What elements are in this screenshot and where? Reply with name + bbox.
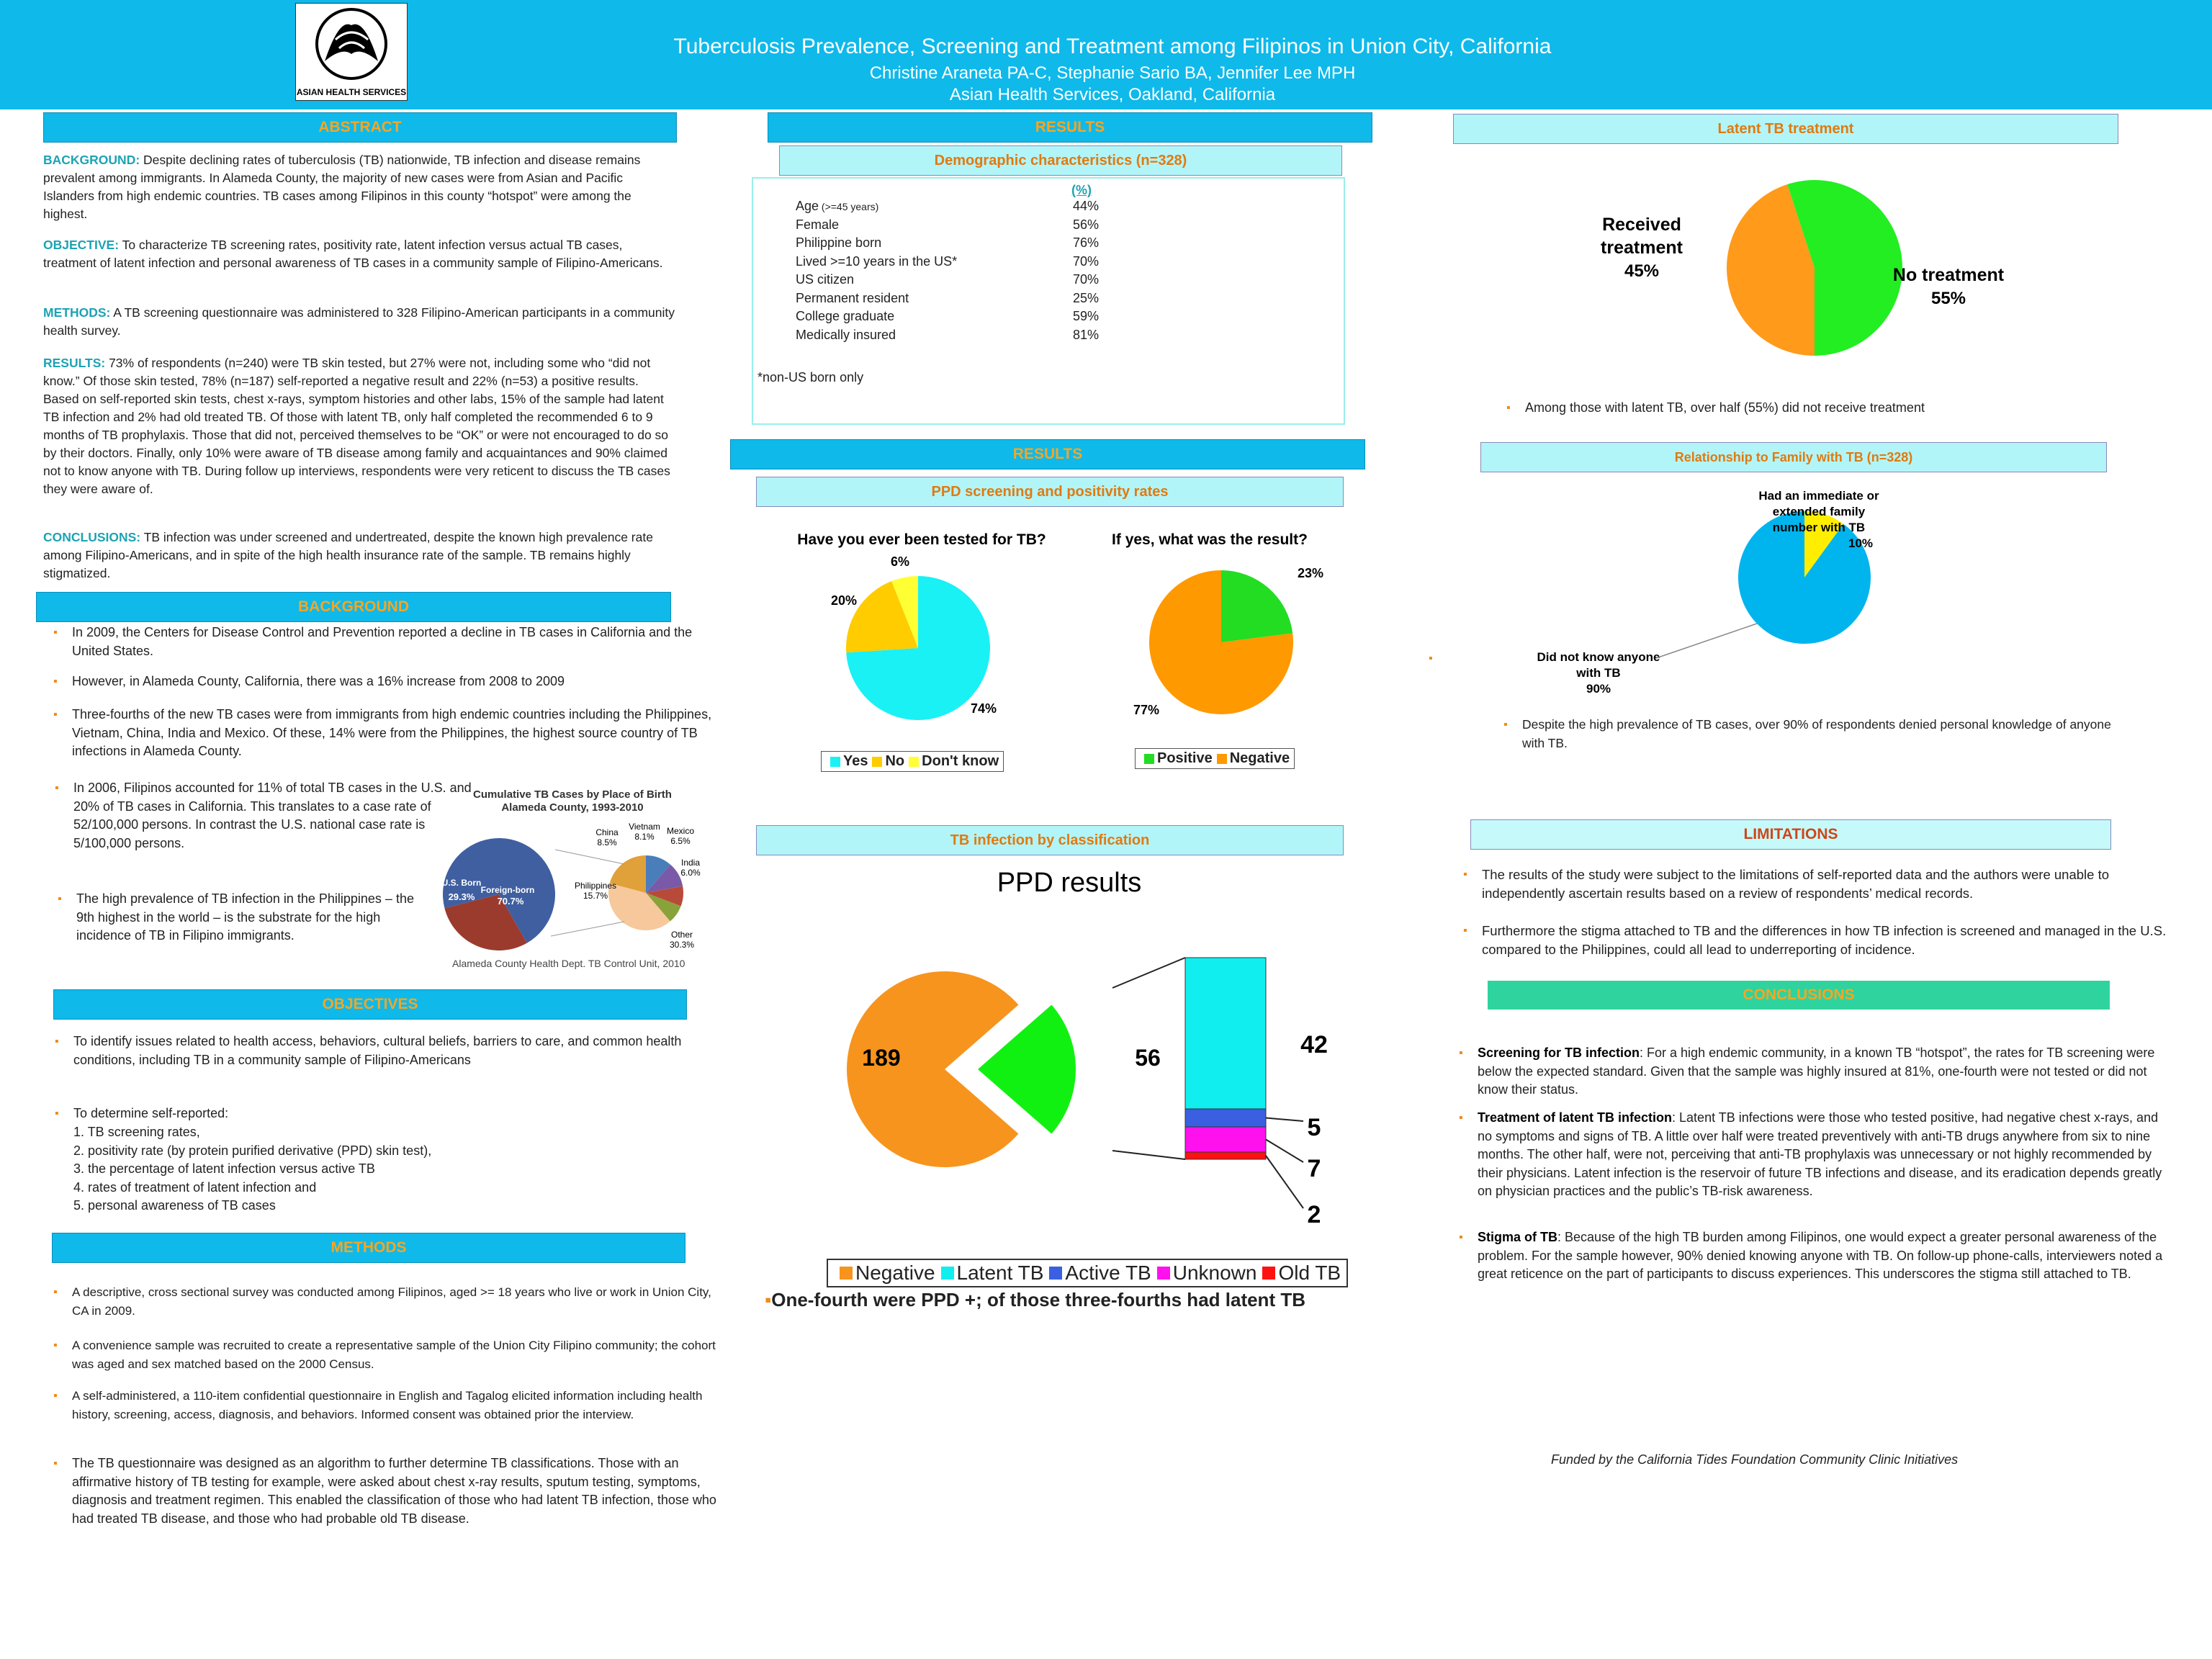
family-value-had: 10% — [1848, 536, 1874, 550]
demographics-row-value: 25% — [1073, 290, 1100, 305]
demographics-row-label: Philippine born — [796, 235, 882, 250]
ppd-legend-swatch-2 — [1049, 1267, 1062, 1280]
ppd-bar-leader-1 — [1266, 1118, 1303, 1122]
poster-affiliation: Asian Health Services, Oakland, California — [949, 85, 1276, 104]
ppd-heading: PPD screening and positivity rates — [756, 477, 1344, 507]
family-label-none-1: with TB — [1576, 666, 1621, 680]
alameda-sub-value-0: 8.5% — [597, 837, 617, 848]
conclusion-1-text: : For a high endemic community, in a known TB “hotspot”, the rates for TB screening were below the expected standard. Given that the sample was highly insured at 81%, one-fourth were not tested or did not know their status. — [1478, 1046, 2155, 1097]
ppd-legend-label-3: Unknown — [1172, 1262, 1257, 1284]
ppd-results-chart — [828, 857, 1390, 1253]
logo-emblem-icon — [296, 4, 407, 83]
funding-note: Funded by the California Tides Foundation Community Clinic Initiatives — [1551, 1452, 1959, 1467]
latent-label-received-1: Received — [1602, 215, 1681, 235]
abstract-methods — [43, 304, 677, 340]
demographics-row-value: 76% — [1073, 235, 1100, 250]
limitations-bullet-1: ▪ The results of the study were subject to the limitations of self-reported data and the authors were unable to independently ascertain results based on a review of respondents’ medical records. — [1462, 866, 2180, 902]
ppd-caption — [765, 1289, 1305, 1311]
stray-bullet-icon: ▪ — [1429, 652, 1433, 665]
tested-pie-chart — [763, 526, 1066, 763]
background-heading: BACKGROUND — [36, 592, 671, 622]
tested-legend-swatch-0 — [830, 757, 840, 767]
alameda-value-us: 29.3% — [448, 891, 475, 902]
classification-heading: TB infection by classification — [756, 825, 1344, 855]
demographics-row-value: 70% — [1073, 253, 1100, 269]
tested-legend-label-2: Don't know — [922, 753, 999, 769]
ppd-bar-value-1: 5 — [1307, 1114, 1321, 1141]
alameda-label-foreign: Foreign-born — [480, 885, 535, 895]
ppd-legend-label-4: Old TB — [1278, 1262, 1341, 1284]
asian-health-services-logo — [295, 3, 408, 101]
methods-bullet-4: ▪ The TB questionnaire was designed as an algorithm to further determine TB classifications. Those with an affirmative history of TB testing for example, were asked about chest x-ray results, sputum testing, symptoms, diagnosis and treatment regimen. This enabled the classification of those who had latent TB infection, those who had treated TB disease, and those who had probable old TB disease. — [52, 1455, 720, 1528]
conclusion-2-text: : Latent TB infections were those who tested positive, had negative chest x-rays, and no symptoms and signs of TB. A little over half were treated preventively with anti-TB drugs anywhere from six to nine months. The other half, were not, perceiving that anti-TB prophylaxis was unnecessary or not highly recommended by their physicians. Latent infection is the reservoir of future TB infections and disease, and its eradication depends greatly on physician practices and the public’s TB-risk awareness. — [1478, 1110, 2162, 1198]
alameda-sub-label-5: Philippines — [574, 881, 617, 891]
tested-legend — [821, 751, 1004, 772]
demographics-note: *non-US born only — [757, 370, 864, 385]
alameda-sub-value-2: 6.5% — [670, 836, 691, 846]
abstract-heading: ABSTRACT — [43, 112, 677, 143]
demographics-row-value: 70% — [1073, 272, 1100, 287]
demographics-row — [796, 254, 1156, 273]
result-legend — [1135, 748, 1295, 769]
alameda-sub-value-4: 30.3% — [669, 940, 695, 950]
demographics-row-label: Medically insured — [796, 327, 896, 342]
tested-value-no: 20% — [830, 593, 858, 608]
family-label-had-2: number with TB — [1772, 521, 1866, 534]
latent-value-none: 55% — [1930, 289, 1966, 308]
alameda-connector-1 — [555, 850, 624, 864]
latent-label-none: No treatment — [1892, 265, 2005, 285]
abstract-methods-text: A TB screening questionnaire was administered to 328 Filipino-American participants in a community health survey. — [43, 305, 675, 338]
result-chart-title: If yes, what was the result? — [1112, 531, 1308, 548]
demographics-row — [796, 199, 1156, 217]
ppd-bar-segment-3 — [1185, 1152, 1266, 1159]
abstract-background — [43, 151, 677, 223]
result-legend-label-0: Positive — [1157, 750, 1213, 766]
ppd-legend-swatch-0 — [840, 1267, 853, 1280]
tested-value-dontknow: 6% — [890, 554, 910, 569]
conclusion-3 — [1457, 1228, 2169, 1284]
tested-legend-label-0: Yes — [843, 753, 868, 769]
latent-treatment-chart — [1599, 158, 2045, 374]
result-slice-0 — [1221, 570, 1292, 642]
poster-authors: Christine Araneta PA-C, Stephanie Sario BA, Jennifer Lee MPH — [869, 63, 1356, 83]
objectives-item-3: 3. the percentage of latent infection versus active TB — [73, 1161, 375, 1176]
demographics-row — [796, 272, 1156, 291]
tested-legend-swatch-1 — [872, 757, 882, 767]
logo-text: ASIAN HEALTH SERVICES — [296, 87, 407, 97]
ppd-bar-value-3: 2 — [1307, 1201, 1321, 1228]
demographics-row-label: US citizen — [796, 272, 855, 287]
demographics-row-label: College graduate — [796, 309, 895, 323]
ppd-value-positive: 56 — [1135, 1045, 1161, 1071]
abstract-objective-label: OBJECTIVE: — [43, 238, 120, 252]
background-bullet-2: ▪ However, in Alameda County, California, there was a 16% increase from 2008 to 2009 — [52, 673, 713, 691]
demographics-row — [796, 328, 1156, 346]
ppd-legend-swatch-3 — [1157, 1267, 1170, 1280]
ppd-connector-top — [1112, 958, 1185, 988]
abstract-objective — [43, 236, 677, 272]
family-label-none-0: Did not know anyone — [1537, 650, 1660, 664]
latent-label-received-2: treatment — [1601, 238, 1683, 258]
alameda-sub-label-4: Other — [670, 930, 693, 940]
alameda-sub-value-5: 15.7% — [583, 891, 608, 901]
background-bullet-3: ▪ Three-fourths of the new TB cases were from immigrants from high endemic countries including the Philippines, Vietnam, China, India and Mexico. Of these, 14% were from the Philippines, the highest source country of TB infections in Alameda County. — [52, 706, 713, 761]
abstract-conclusions-label: CONCLUSIONS: — [43, 530, 141, 544]
conclusion-1-label: Screening for TB infection — [1478, 1046, 1640, 1060]
demographics-row-label: Permanent resident — [796, 290, 909, 305]
objectives-item-4: 4. rates of treatment of latent infection and — [73, 1179, 317, 1195]
abstract-conclusions — [43, 529, 677, 583]
ppd-legend-swatch-4 — [1262, 1267, 1275, 1280]
ppd-bar-segment-2 — [1185, 1127, 1266, 1152]
alameda-sub-label-2: Mexico — [666, 826, 695, 836]
alameda-connector-2 — [551, 922, 624, 936]
demographics-rows — [796, 199, 1156, 346]
objectives-item-2: 2. positivity rate (by protein purified derivative (PPD) skin test), — [73, 1143, 432, 1158]
latent-note: ▪ Among those with latent TB, over half (55%) did not receive treatment — [1505, 399, 2159, 418]
ppd-bar-value-2: 7 — [1307, 1155, 1321, 1182]
ppd-bar-segment-0 — [1185, 958, 1266, 1109]
demographics-heading: Demographic characteristics (n=328) — [779, 145, 1342, 176]
alameda-sub-label-0: China — [595, 827, 619, 837]
abstract-methods-label: METHODS: — [43, 305, 111, 320]
abstract-background-text: Despite declining rates of tuberculosis (TB) nationwide, TB infection and disease remains prevalent among immigrants. In Alameda County, the majority of new cases were from Asian and Pacific Islanders from high endemic countries. TB cases among Filipinos in this county “hotspot” were among the highest. — [43, 153, 641, 221]
results-heading: RESULTS — [768, 112, 1372, 143]
demographics-row-label: Age — [796, 199, 819, 213]
limitations-heading: LIMITATIONS — [1470, 819, 2111, 850]
objectives-heading: OBJECTIVES — [53, 989, 687, 1020]
objectives-item-5: 5. personal awareness of TB cases — [73, 1198, 276, 1213]
family-label-had-0: Had an immediate or — [1758, 489, 1879, 503]
alameda-sub-label-3: India — [680, 858, 701, 868]
tested-chart-title: Have you ever been tested for TB? — [797, 531, 1046, 548]
demographics-row — [796, 235, 1156, 254]
abstract-results — [43, 354, 677, 498]
result-value-positive: 23% — [1297, 566, 1324, 580]
family-note: ▪ Despite the high prevalence of TB cases, over 90% of respondents denied personal knowledge of anyone with TB. — [1502, 716, 2113, 752]
conclusion-1 — [1457, 1044, 2169, 1100]
demographics-row — [796, 309, 1156, 328]
ppd-bar-leader-2 — [1266, 1140, 1303, 1163]
objectives-list — [73, 1123, 664, 1215]
demographics-row — [796, 217, 1156, 236]
latent-heading: Latent TB treatment — [1453, 114, 2118, 144]
background-bullet-4: ▪ In 2006, Filipinos accounted for 11% of total TB cases in the U.S. and 20% of TB cases in California. This translates to a case rate of 52/100,000 persons. In contrast the U.S. national case rate is 5/100,000 persons. — [53, 779, 477, 853]
ppd-legend-label-0: Negative — [855, 1262, 935, 1284]
demographics-row-label: Female — [796, 217, 840, 232]
tested-legend-swatch-2 — [909, 757, 919, 767]
abstract-objective-text: To characterize TB screening rates, positivity rate, latent infection versus actual TB cases, treatment of latent infection and personal awareness of TB cases in a community sample of Filipino-Americans. — [43, 238, 663, 270]
ppd-connector-bottom — [1112, 1151, 1185, 1159]
ppd-bar-leader-3 — [1266, 1156, 1303, 1208]
ppd-value-negative: 189 — [862, 1045, 901, 1071]
family-label-had-1: extended family — [1772, 505, 1866, 518]
conclusion-2-label: Treatment of latent TB infection — [1478, 1110, 1673, 1125]
result-legend-swatch-0 — [1144, 754, 1154, 764]
methods-bullet-2: ▪ A convenience sample was recruited to create a representative sample of the Union City Filipino community; the cohort was aged and sex matched based on the 2000 Census. — [52, 1336, 720, 1373]
background-bullet-1: ▪ In 2009, the Centers for Disease Control and Prevention reported a decline in TB cases in California and the United States. — [52, 624, 713, 660]
ppd-legend — [827, 1259, 1348, 1287]
conclusion-2 — [1457, 1109, 2169, 1201]
demographics-row-value: 81% — [1073, 327, 1100, 342]
background-bullet-5: ▪ The high prevalence of TB infection in the Philippines – the 9th highest in the world – is the substrate for the high incidence of TB in Filipino immigrants. — [56, 890, 415, 945]
objectives-item-1: 1. TB screening rates, — [73, 1125, 200, 1139]
ppd-bar-value-0: 42 — [1300, 1031, 1328, 1058]
abstract-results-label: RESULTS: — [43, 356, 106, 370]
objectives-bullet-1: ▪ To identify issues related to health access, behaviors, cultural beliefs, barriers to care, and common health conditions, including TB in a community sample of Filipino-Americans — [53, 1033, 700, 1069]
abstract-conclusions-text: TB infection was under screened and undertreated, despite the known high prevalence rate among Filipino-Americans, and in spite of the high health insurance rate of the sample. TB remains highly stigmatized. — [43, 530, 653, 580]
conclusion-3-text: : Because of the high TB burden among Filipinos, one would expect a greater personal awareness of the problem. For the sample however, 90% denied knowing anyone with TB. On follow-up phone-calls, interviewers noted a great reticence on the part of participants to discuss experiences. This underscores the stigma still attached to TB. — [1478, 1230, 2163, 1281]
demographics-row-value: 44% — [1073, 199, 1100, 213]
alameda-sub-value-3: 6.0% — [680, 868, 701, 878]
ppd-legend-label-2: Active TB — [1065, 1262, 1151, 1284]
result-pie-chart — [1080, 526, 1354, 763]
latent-value-received: 45% — [1624, 261, 1660, 281]
demographics-row-value: 59% — [1073, 309, 1100, 323]
result-legend-label-1: Negative — [1229, 750, 1290, 766]
demographics-row-label: Lived >=10 years in the US* — [796, 253, 958, 269]
methods-bullet-3: ▪ A self-administered, a 110-item confidential questionnaire in English and Tagalog elicited information including health history, screening, access, diagnosis, and behaviors. Informed consent was obtained prior the interview. — [52, 1387, 720, 1424]
ppd-caption-bullet-icon: ▪ — [765, 1289, 772, 1310]
objectives-bullet-2: ▪ To determine self-reported: — [53, 1105, 700, 1123]
abstract-results-text: 73% of respondents (n=240) were TB skin tested, but 27% were not, including some who “did not know.” Of those skin tested, 78% (n=187) self-reported a negative result and 22% (n=53) a positive results. Based on self-reported skin tests, chest x-rays, symptom histories and other labs, 15% of the sample had latent TB infection and 2% had old treated TB. Of those with latent TB, only half completed the recommended 6 to 9 months of TB prophylaxis. Those that did not, perceived themselves to be “OK” or were not encouraged to do so by their doctors. Finally, only 10% were aware of TB disease among family and acquaintances and 90% claimed not to know anyone with TB. During follow up interviews, respondents were very reticent to discuss the TB cases they were aware of. — [43, 356, 670, 496]
result-value-negative: 77% — [1133, 703, 1160, 717]
ppd-bar-segment-1 — [1185, 1109, 1266, 1127]
alameda-label-us: U.S. Born — [441, 878, 482, 888]
ppd-caption-text: One-fourth were PPD +; of those three-fourths had latent TB — [771, 1289, 1305, 1310]
demographics-row-value: 56% — [1073, 217, 1100, 232]
alameda-chart-title-2: Alameda County, 1993-2010 — [501, 801, 644, 814]
ppd-legend-label-1: Latent TB — [956, 1262, 1044, 1284]
ppd-chart-title: PPD results — [997, 868, 1142, 898]
result-legend-swatch-1 — [1217, 754, 1227, 764]
alameda-chart — [436, 785, 709, 965]
limitations-bullet-2: ▪ Furthermore the stigma attached to TB and the differences in how TB infection is screened and managed in the U.S. compared to the Philippines, could all lead to underreporting of incidence. — [1462, 922, 2180, 958]
family-leader — [1656, 624, 1757, 658]
methods-heading: METHODS — [52, 1233, 685, 1263]
demographics-col-header: (%) — [1071, 183, 1092, 197]
ppd-legend-swatch-1 — [941, 1267, 954, 1280]
alameda-value-foreign: 70.7% — [497, 896, 524, 907]
alameda-chart-title-1: Cumulative TB Cases by Place of Birth — [473, 788, 672, 801]
family-value-none: 90% — [1586, 682, 1611, 696]
family-chart — [1512, 482, 1973, 706]
tested-value-yes: 74% — [970, 701, 997, 716]
alameda-sub-label-1: Vietnam — [629, 822, 660, 832]
conclusion-3-label: Stigma of TB — [1478, 1230, 1557, 1244]
results-heading-2: RESULTS — [730, 439, 1365, 469]
abstract-background-label: BACKGROUND: — [43, 153, 140, 167]
alameda-sub-value-1: 8.1% — [634, 832, 655, 842]
alameda-chart-source: Alameda County Health Dept. TB Control Unit, 2010 — [452, 958, 685, 969]
demographics-row-sublabel: (>=45 years) — [819, 201, 879, 212]
tested-legend-label-1: No — [885, 753, 905, 769]
poster-title: Tuberculosis Prevalence, Screening and Treatment among Filipinos in Union City, California — [673, 35, 1552, 58]
demographics-row — [796, 291, 1156, 310]
family-heading: Relationship to Family with TB (n=328) — [1480, 442, 2107, 472]
conclusions-heading: CONCLUSIONS — [1488, 981, 2110, 1010]
methods-bullet-1: ▪ A descriptive, cross sectional survey was conducted among Filipinos, aged >= 18 years who live or work in Union City, CA in 2009. — [52, 1283, 720, 1320]
